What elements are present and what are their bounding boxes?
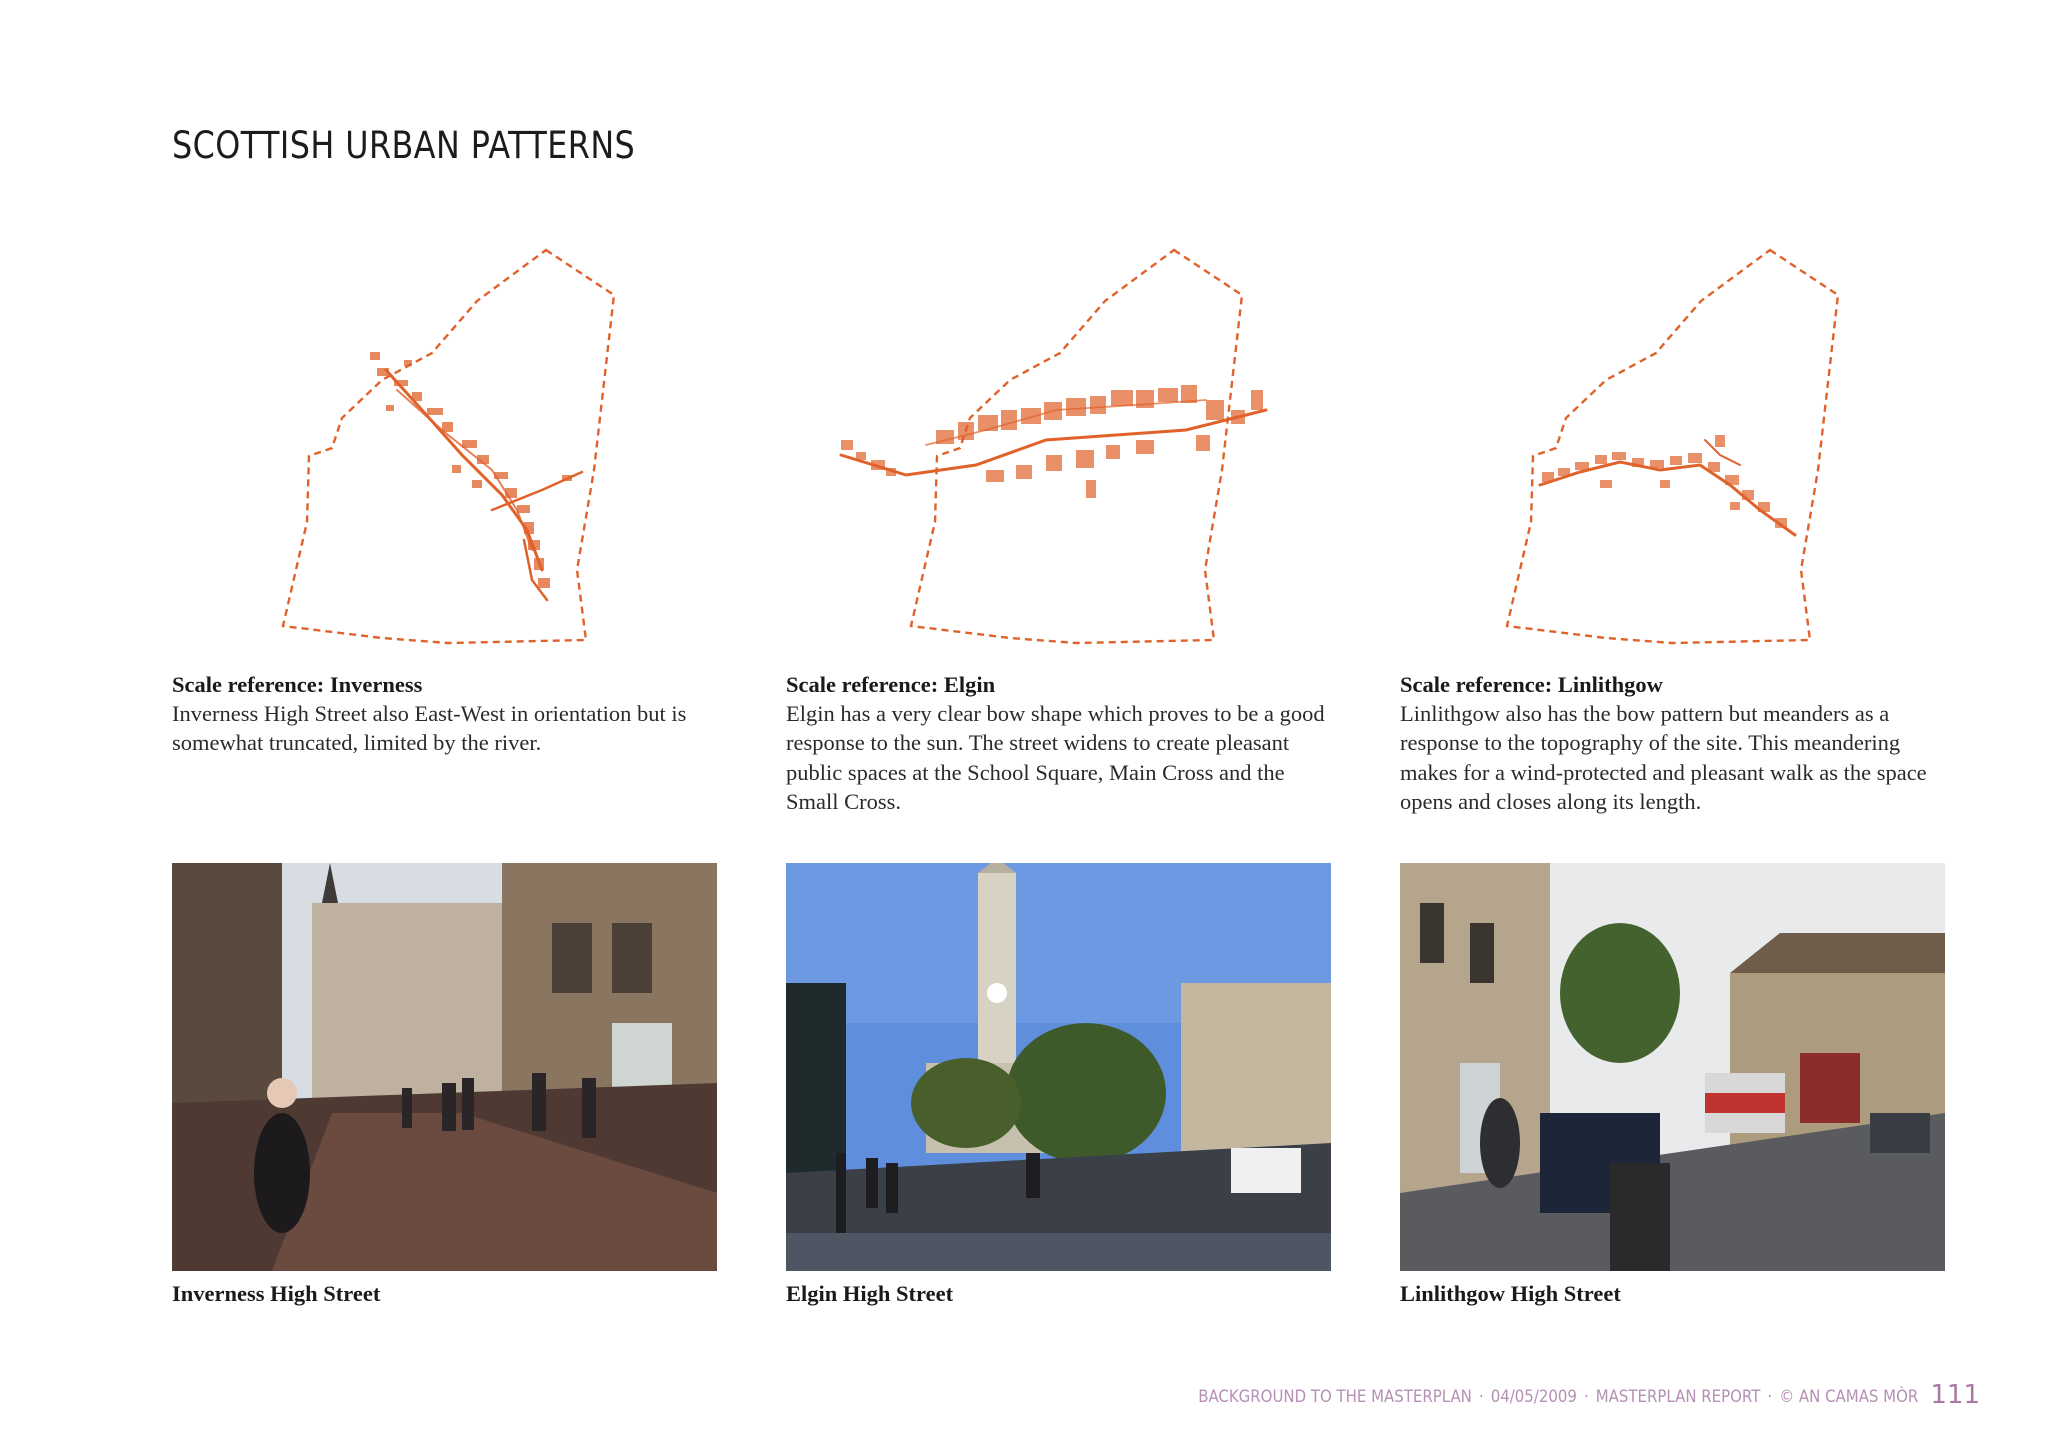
photo-label: Elgin High Street bbox=[786, 1281, 954, 1306]
caption-body: Linlithgow also has the bow pattern but meanders as a response to the topography of the site. This meandering makes for a wind-protected and pleasant walk as the space opens and closes along its length. bbox=[1400, 701, 1927, 814]
elgin-street-photo bbox=[786, 863, 1331, 1271]
site-boundary-outline bbox=[911, 250, 1242, 643]
photo-label: Inverness High Street bbox=[172, 1281, 381, 1306]
caption-body: Inverness High Street also East-West in orientation but is somewhat truncated, limited by the river. bbox=[172, 701, 687, 756]
caption-title: Scale reference: Linlithgow bbox=[1400, 672, 1663, 697]
footer-copyright: © AN CAMAS MÒR bbox=[1778, 1387, 1918, 1407]
photo-label: Linlithgow High Street bbox=[1400, 1281, 1621, 1306]
footer-date: 04/05/2009 bbox=[1490, 1387, 1577, 1407]
page-number: 111 bbox=[1930, 1380, 1980, 1410]
caption-title: Scale reference: Elgin bbox=[786, 672, 996, 697]
page-title: SCOTTISH URBAN PATTERNS bbox=[172, 124, 636, 167]
column-elgin bbox=[786, 0, 1331, 1448]
elgin-urban-pattern-map bbox=[786, 240, 1331, 650]
page-footer bbox=[1198, 1387, 1918, 1407]
footer-report: MASTERPLAN REPORT bbox=[1595, 1387, 1761, 1407]
column-inverness bbox=[172, 0, 717, 1448]
caption-title: Scale reference: Inverness bbox=[172, 672, 423, 697]
inverness-urban-pattern-map bbox=[172, 240, 717, 650]
site-boundary-outline bbox=[1507, 250, 1838, 643]
caption-body: Elgin has a very clear bow shape which proves to be a good response to the sun. The street widens to create pleasant public spaces at the School Square, Main Cross and the Small Cross. bbox=[786, 701, 1325, 814]
footer-section: BACKGROUND TO THE MASTERPLAN bbox=[1197, 1387, 1472, 1407]
inverness-street-photo bbox=[172, 863, 717, 1271]
linlithgow-urban-pattern-map bbox=[1400, 240, 1945, 650]
site-boundary-outline bbox=[283, 250, 614, 643]
inverness-street-pattern bbox=[386, 370, 582, 600]
footer-separator: · bbox=[1478, 1387, 1484, 1407]
linlithgow-street-photo bbox=[1400, 863, 1945, 1271]
footer-separator: · bbox=[1767, 1387, 1772, 1407]
column-linlithgow bbox=[1400, 0, 1945, 1448]
footer-separator: · bbox=[1583, 1387, 1589, 1407]
